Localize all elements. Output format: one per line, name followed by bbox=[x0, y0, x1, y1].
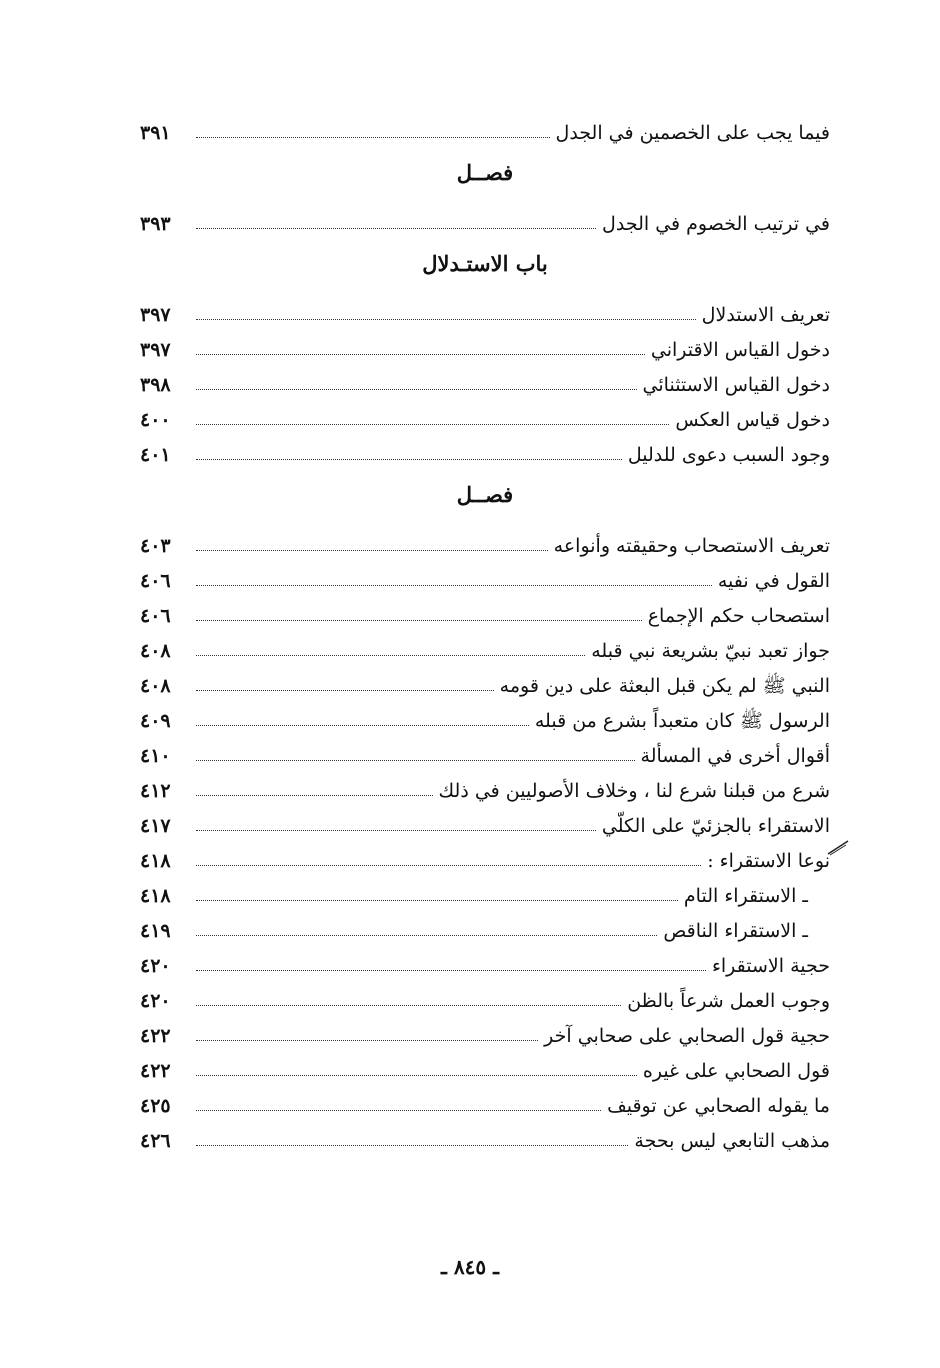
toc-entry-title: دخول القياس الاقتراني bbox=[650, 339, 830, 361]
toc-entry-title: النبي ﷺ لم يكن قبل البعثة على دين قومه bbox=[499, 675, 830, 697]
toc-entry-title: ما يقوله الصحابي عن توقيف bbox=[607, 1095, 830, 1117]
dot-leader bbox=[196, 388, 637, 390]
toc-entry bbox=[140, 663, 830, 698]
dot-leader bbox=[196, 584, 712, 586]
toc-entry-page-number: ٤٢٠ bbox=[140, 955, 171, 977]
toc-entry-title: فيما يجب على الخصمين في الجدل bbox=[555, 122, 830, 144]
toc-entry-title: في ترتيب الخصوم في الجدل bbox=[602, 213, 830, 235]
toc-entry-page-number: ٤١٢ bbox=[140, 780, 171, 802]
margin-pencil-mark-icon bbox=[826, 838, 850, 856]
toc-entry-title: ـ الاستقراء الناقص bbox=[663, 920, 808, 942]
toc-entry-title: دخول قياس العكس bbox=[675, 409, 830, 431]
section-heading: فصــل bbox=[456, 160, 514, 185]
toc-entry bbox=[140, 873, 830, 908]
toc-entry-page-number: ٤٢٠ bbox=[140, 990, 171, 1012]
toc-entry-title: الاستقراء بالجزئيّ على الكلّي bbox=[601, 815, 830, 837]
toc-entry bbox=[140, 201, 830, 236]
toc-entry-page-number: ٤١٧ bbox=[140, 815, 171, 837]
dot-leader bbox=[196, 689, 494, 691]
toc-entry-title: أقوال أخرى في المسألة bbox=[640, 745, 830, 767]
toc-entry bbox=[140, 1013, 830, 1048]
toc-entry bbox=[140, 908, 830, 943]
toc-entry-title: دخول القياس الاستثنائي bbox=[642, 374, 830, 396]
toc-entry bbox=[140, 628, 830, 663]
toc-entry-page-number: ٤١٨ bbox=[140, 885, 171, 907]
toc-entry bbox=[140, 593, 830, 628]
dot-leader bbox=[196, 899, 678, 901]
toc-entry-title: مذهب التابعي ليس بحجة bbox=[634, 1130, 830, 1152]
toc-entry-page-number: ٤١٩ bbox=[140, 920, 171, 942]
toc-entry bbox=[140, 698, 830, 733]
toc-entry-page-number: ٣٩٧ bbox=[140, 304, 171, 326]
toc-entry-page-number: ٤٢٢ bbox=[140, 1060, 171, 1082]
table-of-contents bbox=[140, 110, 830, 1153]
toc-entry bbox=[140, 1118, 830, 1153]
toc-entry bbox=[140, 432, 830, 467]
toc-entry-page-number: ٣٩١ bbox=[140, 122, 171, 144]
toc-entry-title: وجوب العمل شرعاً بالظن bbox=[627, 990, 830, 1012]
toc-entry-title: حجية قول الصحابي على صحابي آخر bbox=[544, 1025, 830, 1047]
toc-entry bbox=[140, 943, 830, 978]
toc-entry-title: قول الصحابي على غيره bbox=[642, 1060, 830, 1082]
page-number-footer: ـ ٨٤٥ ـ bbox=[441, 1255, 499, 1279]
toc-entry bbox=[140, 110, 830, 145]
dot-leader bbox=[196, 136, 550, 138]
toc-entry bbox=[140, 768, 830, 803]
toc-entry-page-number: ٣٩٣ bbox=[140, 213, 171, 235]
toc-entry-page-number: ٤٠٦ bbox=[140, 570, 171, 592]
toc-entry-title: ـ الاستقراء التام bbox=[683, 885, 808, 907]
toc-entry-title: شرع من قبلنا شرع لنا ، وخلاف الأصوليين في ذلك bbox=[438, 780, 830, 802]
toc-entry-page-number: ٤٠٨ bbox=[140, 640, 171, 662]
toc-entry-page-number: ٤٠١ bbox=[140, 444, 171, 466]
toc-entry-page-number: ٤٠٦ bbox=[140, 605, 171, 627]
dot-leader bbox=[196, 423, 669, 425]
dot-leader bbox=[196, 318, 696, 320]
toc-entry-title: حجية الاستقراء bbox=[711, 955, 830, 977]
dot-leader bbox=[196, 458, 622, 460]
toc-entry bbox=[140, 733, 830, 768]
dot-leader bbox=[196, 829, 596, 831]
toc-entry bbox=[140, 523, 830, 558]
dot-leader bbox=[196, 619, 642, 621]
dot-leader bbox=[196, 864, 701, 866]
toc-entry-title: نوعا الاستقراء : bbox=[707, 850, 830, 872]
toc-entry-title: تعريف الاستدلال bbox=[701, 304, 830, 326]
dot-leader bbox=[196, 969, 706, 971]
toc-entry-page-number: ٤٠٩ bbox=[140, 710, 171, 732]
dot-leader bbox=[196, 654, 585, 656]
dot-leader bbox=[196, 1074, 637, 1076]
dot-leader bbox=[196, 353, 645, 355]
toc-entry-page-number: ٤٢٥ bbox=[140, 1095, 171, 1117]
toc-entry-page-number: ٣٩٧ bbox=[140, 339, 171, 361]
toc-entry-page-number: ٤٢٢ bbox=[140, 1025, 171, 1047]
toc-entry bbox=[140, 397, 830, 432]
section-heading: فصــل bbox=[456, 482, 514, 507]
dot-leader bbox=[196, 1109, 601, 1111]
toc-entry bbox=[140, 362, 830, 397]
toc-entry bbox=[140, 1048, 830, 1083]
toc-entry-page-number: ٤٠٠ bbox=[140, 409, 171, 431]
toc-entry bbox=[140, 327, 830, 362]
dot-leader bbox=[196, 724, 529, 726]
toc-entry bbox=[140, 838, 830, 873]
toc-entry-page-number: ٤١٠ bbox=[140, 745, 171, 767]
toc-entry bbox=[140, 803, 830, 838]
toc-entry-title: استصحاب حكم الإجماع bbox=[647, 605, 830, 627]
toc-entry-title: وجود السبب دعوى للدليل bbox=[627, 444, 830, 466]
toc-entry-page-number: ٤١٨ bbox=[140, 850, 171, 872]
toc-entry-page-number: ٤٠٣ bbox=[140, 535, 171, 557]
toc-entry-page-number: ٣٩٨ bbox=[140, 374, 171, 396]
dot-leader bbox=[196, 759, 635, 761]
dot-leader bbox=[196, 1004, 621, 1006]
dot-leader bbox=[196, 227, 596, 229]
dot-leader bbox=[196, 934, 657, 936]
dot-leader bbox=[196, 1144, 628, 1146]
toc-entry bbox=[140, 978, 830, 1013]
toc-entry bbox=[140, 558, 830, 593]
toc-entry-page-number: ٤٠٨ bbox=[140, 675, 171, 697]
section-heading: باب الاستـدلال bbox=[422, 251, 548, 276]
toc-entry-title: الرسول ﷺ كان متعبداً بشرع من قبله bbox=[534, 710, 830, 732]
dot-leader bbox=[196, 1039, 538, 1041]
dot-leader bbox=[196, 794, 433, 796]
toc-entry-title: القول في نفيه bbox=[717, 570, 830, 592]
dot-leader bbox=[196, 549, 548, 551]
toc-entry-title: جواز تعبد نبيّ بشريعة نبي قبله bbox=[591, 640, 830, 662]
toc-entry-page-number: ٤٢٦ bbox=[140, 1130, 171, 1152]
toc-entry bbox=[140, 1083, 830, 1118]
toc-entry bbox=[140, 292, 830, 327]
toc-entry-title: تعريف الاستصحاب وحقيقته وأنواعه bbox=[553, 535, 830, 557]
